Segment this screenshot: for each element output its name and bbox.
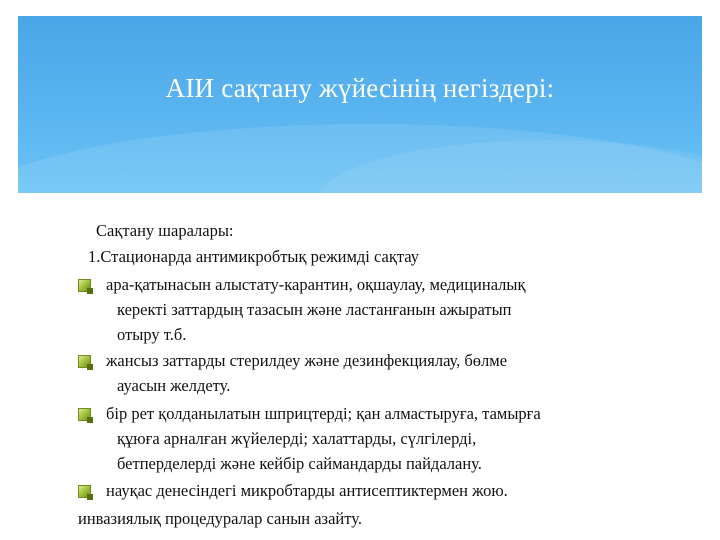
bullet-4-line-1: науқас денесіндегі микробтарды антисептиктермен жою. (106, 481, 508, 500)
closing-line: инвазиялық процедуралар санын азайту. (78, 509, 362, 528)
square-bullet-icon (78, 408, 91, 421)
square-bullet-icon (78, 355, 91, 368)
bullet-2-line-2: ауасын желдету. (117, 376, 231, 395)
bullet-1-line-2: керекті заттардың тазасын және ластанғанын ажыратып (117, 300, 512, 319)
bullet-2-line-1: жансыз заттарды стерилдеу және дезинфекциялау, бөлме (106, 351, 508, 370)
square-bullet-icon (78, 485, 91, 498)
bullet-3-line-3: бетперделерді және кейбір саймандарды пайдалану. (117, 454, 482, 473)
title-banner (18, 16, 702, 193)
slide-title: АІИ сақтану жүйесінің негіздері: (165, 73, 555, 103)
bullet-1-line-3: отыру т.б. (117, 325, 187, 344)
square-bullet-icon (78, 279, 91, 292)
numbered-item: 1.Стационарда антимикробтық режимді сақтау (88, 247, 420, 266)
bullet-3-line-1: бір рет қолданылатын шприцтерді; қан алмастыруға, тамырға (106, 404, 541, 423)
subheading: Сақтану шаралары: (96, 221, 234, 240)
bullet-3-line-2: құюға арналған жүйелерді; халаттарды, сүлгілерді, (117, 429, 477, 448)
bullet-1-line-1: ара-қатынасын алыстату-карантин, оқшаулау, медициналық (106, 275, 526, 294)
